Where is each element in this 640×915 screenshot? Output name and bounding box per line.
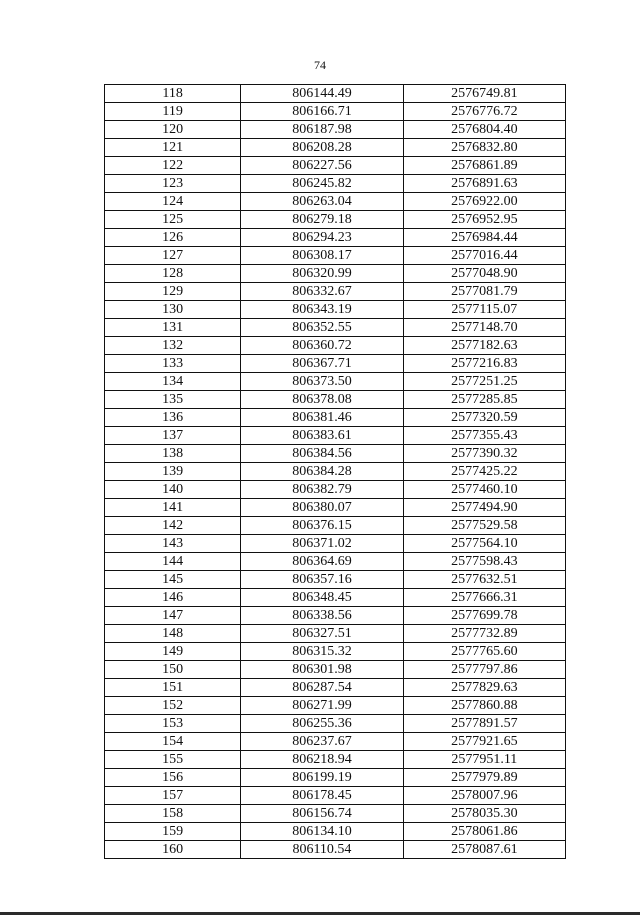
- point-number-cell: 136: [105, 409, 241, 427]
- x-coordinate-cell: 806343.19: [241, 301, 403, 319]
- x-coordinate-cell: 806327.51: [241, 625, 403, 643]
- table-row: [105, 679, 566, 697]
- y-coordinate-cell: 2577529.58: [403, 517, 565, 535]
- y-coordinate-cell: 2577951.11: [403, 751, 565, 769]
- y-coordinate-cell: 2577251.25: [403, 373, 565, 391]
- y-coordinate-cell: 2578061.86: [403, 823, 565, 841]
- x-coordinate-cell: 806384.56: [241, 445, 403, 463]
- point-number-cell: 146: [105, 589, 241, 607]
- x-coordinate-cell: 806338.56: [241, 607, 403, 625]
- x-coordinate-cell: 806348.45: [241, 589, 403, 607]
- table-row: [105, 427, 566, 445]
- x-coordinate-cell: 806383.61: [241, 427, 403, 445]
- point-number-cell: 158: [105, 805, 241, 823]
- x-coordinate-cell: 806178.45: [241, 787, 403, 805]
- y-coordinate-cell: 2577048.90: [403, 265, 565, 283]
- x-coordinate-cell: 806357.16: [241, 571, 403, 589]
- point-number-cell: 130: [105, 301, 241, 319]
- y-coordinate-cell: 2576984.44: [403, 229, 565, 247]
- table-row: [105, 337, 566, 355]
- x-coordinate-cell: 806367.71: [241, 355, 403, 373]
- y-coordinate-cell: 2576861.89: [403, 157, 565, 175]
- y-coordinate-cell: 2577460.10: [403, 481, 565, 499]
- table-row: [105, 751, 566, 769]
- table-row: [105, 373, 566, 391]
- x-coordinate-cell: 806208.28: [241, 139, 403, 157]
- point-number-cell: 137: [105, 427, 241, 445]
- table-row: [105, 517, 566, 535]
- point-number-cell: 138: [105, 445, 241, 463]
- x-coordinate-cell: 806352.55: [241, 319, 403, 337]
- table-row: [105, 157, 566, 175]
- coordinates-table: [104, 84, 566, 859]
- point-number-cell: 156: [105, 769, 241, 787]
- point-number-cell: 120: [105, 121, 241, 139]
- point-number-cell: 153: [105, 715, 241, 733]
- x-coordinate-cell: 806245.82: [241, 175, 403, 193]
- x-coordinate-cell: 806199.19: [241, 769, 403, 787]
- y-coordinate-cell: 2577666.31: [403, 589, 565, 607]
- y-coordinate-cell: 2577285.85: [403, 391, 565, 409]
- table-row: [105, 589, 566, 607]
- table-row: [105, 715, 566, 733]
- table-row: [105, 571, 566, 589]
- y-coordinate-cell: 2577598.43: [403, 553, 565, 571]
- table-row: [105, 265, 566, 283]
- table-row: [105, 229, 566, 247]
- point-number-cell: 124: [105, 193, 241, 211]
- y-coordinate-cell: 2577699.78: [403, 607, 565, 625]
- y-coordinate-cell: 2577765.60: [403, 643, 565, 661]
- x-coordinate-cell: 806380.07: [241, 499, 403, 517]
- table-row: [105, 499, 566, 517]
- x-coordinate-cell: 806294.23: [241, 229, 403, 247]
- table-row: [105, 463, 566, 481]
- y-coordinate-cell: 2578007.96: [403, 787, 565, 805]
- table-row: [105, 625, 566, 643]
- table-row: [105, 823, 566, 841]
- table-row: [105, 733, 566, 751]
- x-coordinate-cell: 806364.69: [241, 553, 403, 571]
- x-coordinate-cell: 806381.46: [241, 409, 403, 427]
- y-coordinate-cell: 2577016.44: [403, 247, 565, 265]
- point-number-cell: 121: [105, 139, 241, 157]
- point-number-cell: 150: [105, 661, 241, 679]
- table-row: [105, 85, 566, 103]
- page-number: 74: [314, 58, 326, 72]
- x-coordinate-cell: 806384.28: [241, 463, 403, 481]
- x-coordinate-cell: 806382.79: [241, 481, 403, 499]
- x-coordinate-cell: 806227.56: [241, 157, 403, 175]
- y-coordinate-cell: 2577829.63: [403, 679, 565, 697]
- point-number-cell: 145: [105, 571, 241, 589]
- y-coordinate-cell: 2576891.63: [403, 175, 565, 193]
- x-coordinate-cell: 806332.67: [241, 283, 403, 301]
- table-body: [105, 85, 566, 859]
- table-row: [105, 283, 566, 301]
- y-coordinate-cell: 2577355.43: [403, 427, 565, 445]
- table-row: [105, 553, 566, 571]
- table-row: [105, 607, 566, 625]
- table-row: [105, 103, 566, 121]
- x-coordinate-cell: 806378.08: [241, 391, 403, 409]
- y-coordinate-cell: 2576749.81: [403, 85, 565, 103]
- x-coordinate-cell: 806320.99: [241, 265, 403, 283]
- table-row: [105, 409, 566, 427]
- x-coordinate-cell: 806315.32: [241, 643, 403, 661]
- y-coordinate-cell: 2576922.00: [403, 193, 565, 211]
- point-number-cell: 159: [105, 823, 241, 841]
- point-number-cell: 154: [105, 733, 241, 751]
- table-row: [105, 193, 566, 211]
- x-coordinate-cell: 806271.99: [241, 697, 403, 715]
- x-coordinate-cell: 806218.94: [241, 751, 403, 769]
- point-number-cell: 127: [105, 247, 241, 265]
- y-coordinate-cell: 2577182.63: [403, 337, 565, 355]
- x-coordinate-cell: 806144.49: [241, 85, 403, 103]
- point-number-cell: 129: [105, 283, 241, 301]
- point-number-cell: 141: [105, 499, 241, 517]
- table-row: [105, 787, 566, 805]
- point-number-cell: 140: [105, 481, 241, 499]
- point-number-cell: 148: [105, 625, 241, 643]
- x-coordinate-cell: 806373.50: [241, 373, 403, 391]
- table-row: [105, 247, 566, 265]
- table-row: [105, 175, 566, 193]
- table-row: [105, 643, 566, 661]
- y-coordinate-cell: 2577632.51: [403, 571, 565, 589]
- point-number-cell: 155: [105, 751, 241, 769]
- x-coordinate-cell: 806187.98: [241, 121, 403, 139]
- table-row: [105, 445, 566, 463]
- y-coordinate-cell: 2577115.07: [403, 301, 565, 319]
- table-row: [105, 355, 566, 373]
- table-row: [105, 481, 566, 499]
- x-coordinate-cell: 806255.36: [241, 715, 403, 733]
- table-row: [105, 301, 566, 319]
- y-coordinate-cell: 2576804.40: [403, 121, 565, 139]
- point-number-cell: 134: [105, 373, 241, 391]
- y-coordinate-cell: 2577425.22: [403, 463, 565, 481]
- y-coordinate-cell: 2577390.32: [403, 445, 565, 463]
- table-row: [105, 535, 566, 553]
- x-coordinate-cell: 806360.72: [241, 337, 403, 355]
- point-number-cell: 160: [105, 841, 241, 859]
- point-number-cell: 131: [105, 319, 241, 337]
- y-coordinate-cell: 2577494.90: [403, 499, 565, 517]
- table-row: [105, 319, 566, 337]
- point-number-cell: 157: [105, 787, 241, 805]
- x-coordinate-cell: 806371.02: [241, 535, 403, 553]
- y-coordinate-cell: 2578035.30: [403, 805, 565, 823]
- point-number-cell: 144: [105, 553, 241, 571]
- x-coordinate-cell: 806279.18: [241, 211, 403, 229]
- table-row: [105, 391, 566, 409]
- y-coordinate-cell: 2577921.65: [403, 733, 565, 751]
- x-coordinate-cell: 806287.54: [241, 679, 403, 697]
- table-row: [105, 697, 566, 715]
- point-number-cell: 119: [105, 103, 241, 121]
- point-number-cell: 126: [105, 229, 241, 247]
- y-coordinate-cell: 2576952.95: [403, 211, 565, 229]
- x-coordinate-cell: 806110.54: [241, 841, 403, 859]
- point-number-cell: 118: [105, 85, 241, 103]
- table-row: [105, 769, 566, 787]
- table-row: [105, 121, 566, 139]
- point-number-cell: 133: [105, 355, 241, 373]
- y-coordinate-cell: 2577860.88: [403, 697, 565, 715]
- point-number-cell: 147: [105, 607, 241, 625]
- point-number-cell: 142: [105, 517, 241, 535]
- table-row: [105, 841, 566, 859]
- y-coordinate-cell: 2577148.70: [403, 319, 565, 337]
- point-number-cell: 143: [105, 535, 241, 553]
- point-number-cell: 125: [105, 211, 241, 229]
- x-coordinate-cell: 806301.98: [241, 661, 403, 679]
- table-row: [105, 661, 566, 679]
- point-number-cell: 139: [105, 463, 241, 481]
- point-number-cell: 122: [105, 157, 241, 175]
- x-coordinate-cell: 806237.67: [241, 733, 403, 751]
- y-coordinate-cell: 2577081.79: [403, 283, 565, 301]
- y-coordinate-cell: 2577797.86: [403, 661, 565, 679]
- point-number-cell: 132: [105, 337, 241, 355]
- table-row: [105, 211, 566, 229]
- y-coordinate-cell: 2577732.89: [403, 625, 565, 643]
- x-coordinate-cell: 806308.17: [241, 247, 403, 265]
- y-coordinate-cell: 2577320.59: [403, 409, 565, 427]
- y-coordinate-cell: 2576832.80: [403, 139, 565, 157]
- point-number-cell: 152: [105, 697, 241, 715]
- table-row: [105, 139, 566, 157]
- x-coordinate-cell: 806134.10: [241, 823, 403, 841]
- point-number-cell: 128: [105, 265, 241, 283]
- y-coordinate-cell: 2577979.89: [403, 769, 565, 787]
- y-coordinate-cell: 2578087.61: [403, 841, 565, 859]
- y-coordinate-cell: 2577891.57: [403, 715, 565, 733]
- point-number-cell: 149: [105, 643, 241, 661]
- x-coordinate-cell: 806156.74: [241, 805, 403, 823]
- x-coordinate-cell: 806263.04: [241, 193, 403, 211]
- point-number-cell: 123: [105, 175, 241, 193]
- point-number-cell: 151: [105, 679, 241, 697]
- point-number-cell: 135: [105, 391, 241, 409]
- x-coordinate-cell: 806166.71: [241, 103, 403, 121]
- y-coordinate-cell: 2577564.10: [403, 535, 565, 553]
- x-coordinate-cell: 806376.15: [241, 517, 403, 535]
- y-coordinate-cell: 2577216.83: [403, 355, 565, 373]
- y-coordinate-cell: 2576776.72: [403, 103, 565, 121]
- table-row: [105, 805, 566, 823]
